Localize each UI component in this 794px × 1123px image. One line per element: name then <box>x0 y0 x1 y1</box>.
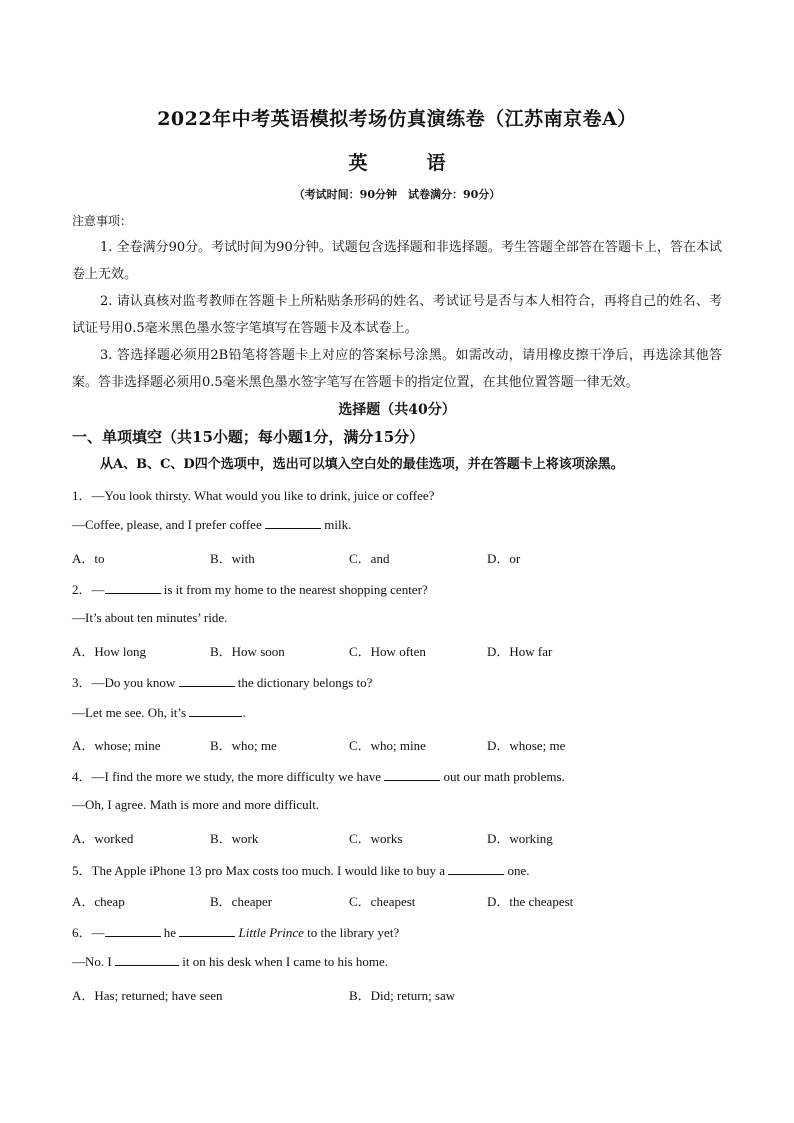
question-2-response <box>72 610 227 626</box>
part-heading: 一、单项填空（共15小题；每小题1分，满分15分） <box>72 428 425 446</box>
question-6-response <box>72 953 388 970</box>
note-item: 1. 全卷满分90分。考试时间为90分钟。试题包含选择题和非选择题。考生答题全部答在答题卡上，答在本试卷上无效。 <box>72 240 722 282</box>
question-4-response <box>72 797 319 813</box>
question-text: 3．—Do you know <box>72 675 179 690</box>
question-1-response <box>72 516 351 533</box>
answer-blank <box>265 516 321 529</box>
question-3-response <box>72 704 246 721</box>
question-text: the dictionary belongs to? <box>234 675 373 690</box>
option-c: C．works <box>349 831 403 846</box>
note-item: 2. 请认真核对监考教师在答题卡上所粘贴条形码的姓名、考试证号是否与本人相符合，再将自己的姓名、考试证号用0.5毫米黑色墨水签字笔填写在答题卡及本试卷上。 <box>72 294 722 336</box>
response-text: —Let me see. Oh, it’s <box>72 705 190 720</box>
option-b: B．with <box>210 551 255 566</box>
part-instruction: 从A、B、C、D四个选项中，选出可以填入空白处的最佳选项，并在答题卡上将该项涂黑。 <box>100 457 624 472</box>
option-b: B．cheaper <box>210 894 273 909</box>
notes-heading: 注意事项： <box>72 214 133 228</box>
option-a: A．to <box>72 551 105 566</box>
exam-info: （考试时间：90分钟 试卷满分：90分） <box>293 188 501 201</box>
question-text: one. <box>504 863 530 878</box>
response-text: it on his desk when I came to his home. <box>178 954 389 969</box>
question-3-stem <box>72 672 372 691</box>
question-5-stem <box>72 860 530 879</box>
question-6-stem <box>72 922 399 941</box>
option-c: C．who; mine <box>349 738 426 753</box>
answer-blank <box>105 924 161 937</box>
option-c: C．How often <box>349 644 426 659</box>
question-text: 6．— <box>72 925 105 940</box>
response-text: —It’s about ten minutes’ ride. <box>72 610 228 625</box>
question-text: out our math problems. <box>440 769 565 784</box>
answer-blank <box>448 862 504 875</box>
book-title: Little Prince <box>238 925 304 940</box>
option-b: B．work <box>210 831 259 846</box>
question-text: 1．—You look thirsty. What would you like to drink, juice or coffee? <box>72 488 435 503</box>
option-c: C．and <box>349 551 390 566</box>
note-item: 3. 答选择题必须用2B铅笔将答题卡上对应的答案标号涂黑。如需改动，请用橡皮擦干净后，再选涂其他答案。答非选择题必须用0.5毫米黑色墨水签字笔写在答题卡的指定位置，在其他位置答题一律无效。 <box>72 348 722 390</box>
option-b: B．who; me <box>210 738 277 753</box>
response-text: milk. <box>320 517 352 532</box>
section-title: 选择题（共40分） <box>338 402 456 418</box>
answer-blank <box>105 581 161 594</box>
exam-title: 2022年中考英语模拟考场仿真演练卷（江苏南京卷A） <box>157 108 637 130</box>
question-text: 2．— <box>72 582 105 597</box>
option-a: A．cheap <box>72 894 125 909</box>
option-a: A．worked <box>72 831 134 846</box>
question-text: 5．The Apple iPhone 13 pro Max costs too much. I would like to buy a <box>72 863 449 878</box>
option-a: A．whose; mine <box>72 738 161 753</box>
option-a: A．How long <box>72 644 147 659</box>
option-d: D．the cheapest <box>487 894 574 909</box>
subject-title: 英 语 <box>348 152 466 174</box>
option-a: A．Has; returned; have seen <box>72 988 223 1003</box>
response-text: —Coffee, please, and I prefer coffee <box>72 517 265 532</box>
answer-blank <box>189 704 242 717</box>
option-b: B．Did; return; saw <box>349 988 456 1003</box>
question-4-stem <box>72 766 565 785</box>
question-text: to the library yet? <box>303 925 400 940</box>
option-d: D．working <box>487 831 553 846</box>
option-c: C．cheapest <box>349 894 416 909</box>
option-d: D．or <box>487 551 521 566</box>
response-text: —No. I <box>72 954 115 969</box>
question-1-stem <box>72 485 434 504</box>
answer-blank <box>115 953 179 966</box>
response-text: . <box>242 705 246 720</box>
question-2-stem <box>72 579 428 598</box>
answer-blank <box>384 768 440 781</box>
answer-blank <box>179 674 235 687</box>
answer-blank <box>179 924 235 937</box>
option-b: B．How soon <box>210 644 285 659</box>
response-text: —Oh, I agree. Math is more and more difficult. <box>72 797 320 812</box>
option-d: D．whose; me <box>487 738 566 753</box>
question-text: is it from my home to the nearest shopping center? <box>160 582 428 597</box>
question-text: he <box>160 925 180 940</box>
option-d: D．How far <box>487 644 553 659</box>
question-text: 4．—I find the more we study, the more difficulty we have <box>72 769 385 784</box>
